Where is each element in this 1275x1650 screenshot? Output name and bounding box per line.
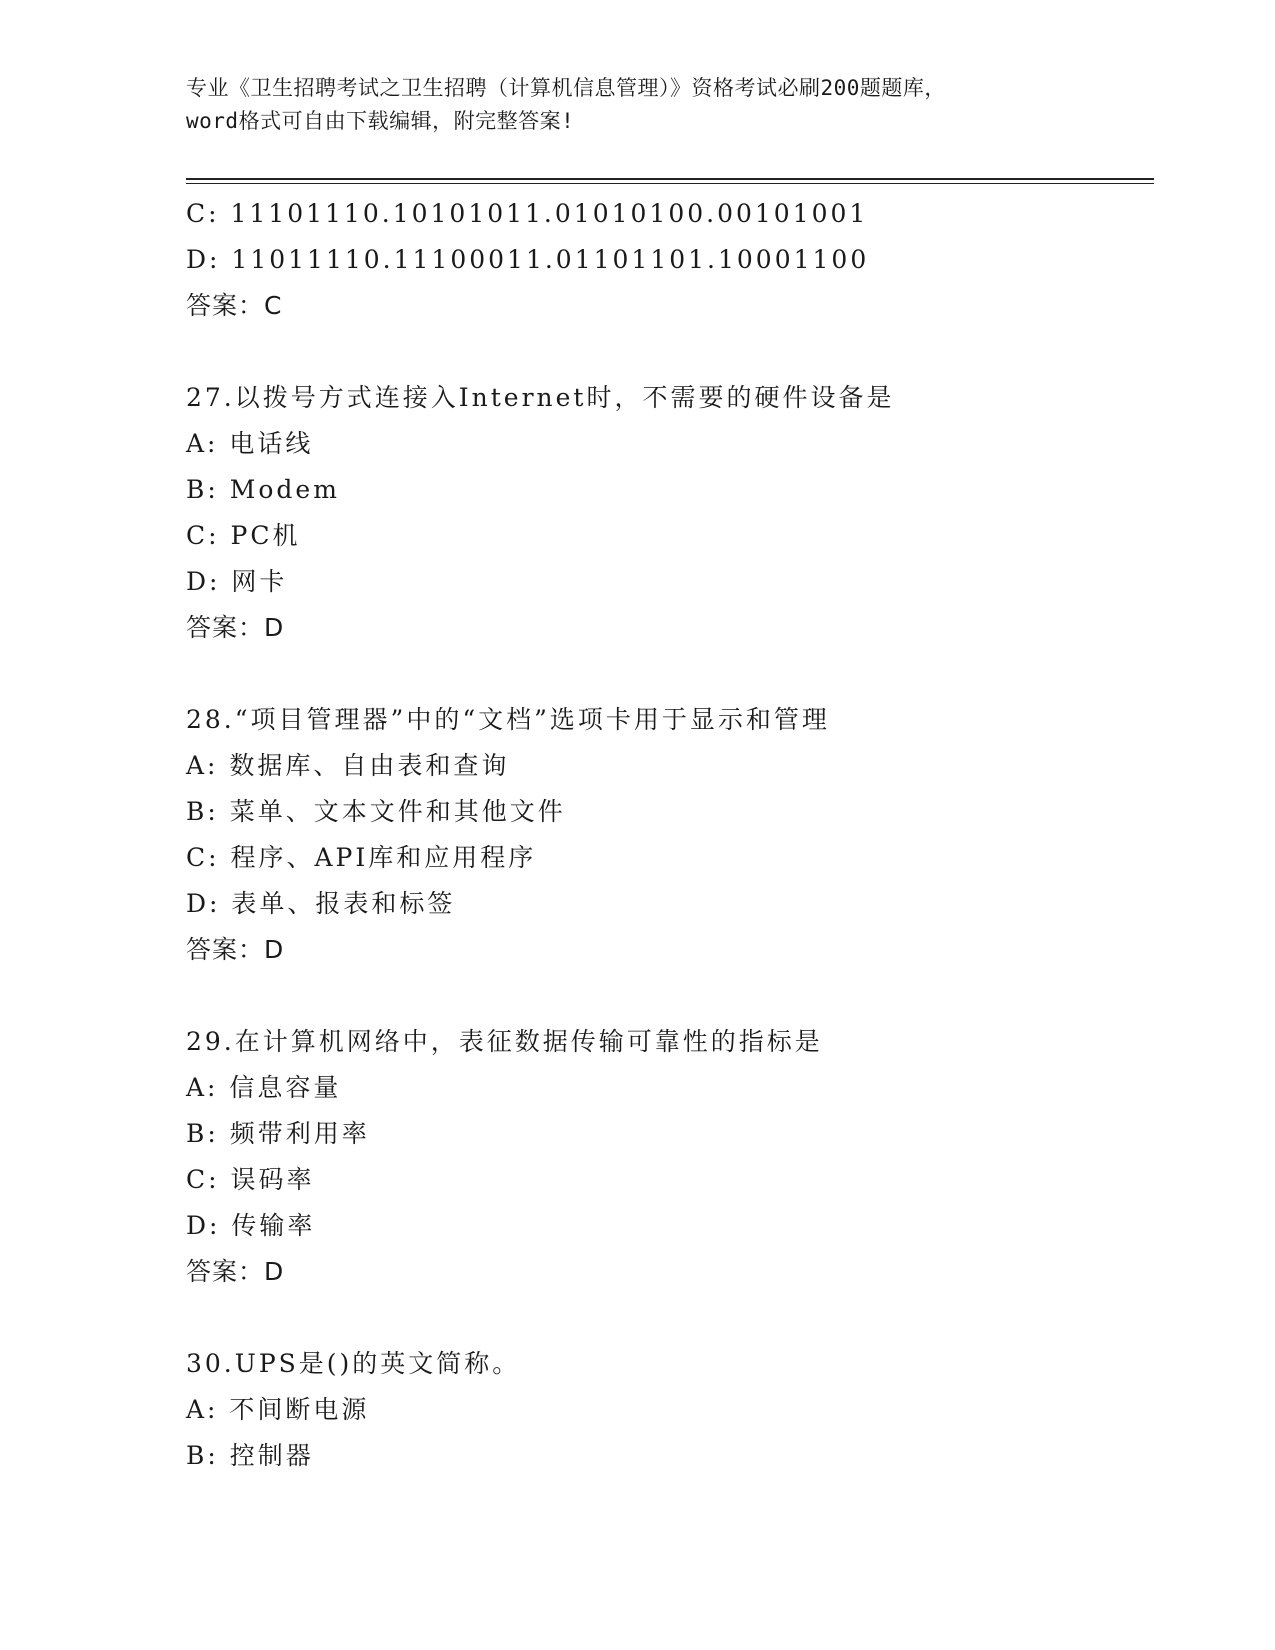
- option-c: C: 误码率: [186, 1165, 315, 1194]
- option-d: D: 11011110.11100011.01101101.10001100: [186, 245, 870, 274]
- option-b: B: 控制器: [186, 1441, 314, 1470]
- question-stem: 28.“项目管理器”中的“文档”选项卡用于显示和管理: [186, 705, 830, 734]
- answer: 答案：D: [186, 613, 285, 642]
- option-c: C: 程序、API库和应用程序: [186, 843, 537, 872]
- option-a: A: 数据库、自由表和查询: [186, 751, 510, 780]
- option-d: D: 传输率: [186, 1211, 316, 1240]
- answer: 答案：D: [186, 935, 285, 964]
- question-30: [186, 1341, 1154, 1479]
- answer: 答案：C: [186, 291, 283, 320]
- option-a: A: 电话线: [186, 429, 314, 458]
- document-header: [186, 72, 1106, 138]
- option-b: B: 频带利用率: [186, 1119, 370, 1148]
- option-a: A: 信息容量: [186, 1073, 342, 1102]
- option-c: C: 11101110.10101011.01010100.00101001: [186, 199, 869, 228]
- header-divider: [186, 178, 1154, 180]
- answer: 答案：D: [186, 1257, 285, 1286]
- question-stem: 30.UPS是()的英文简称。: [186, 1349, 521, 1378]
- option-b: B: 菜单、文本文件和其他文件: [186, 797, 566, 826]
- header-line-1: 专业《卫生招聘考试之卫生招聘（计算机信息管理）》资格考试必刷200题题库，: [186, 76, 946, 100]
- partial-question: [186, 191, 1154, 329]
- option-d: D: 网卡: [186, 567, 288, 596]
- header-line-2: word格式可自由下载编辑，附完整答案!: [186, 109, 575, 133]
- question-list: [186, 191, 1154, 1479]
- question-gap: [186, 1295, 1154, 1341]
- question-27: [186, 375, 1154, 651]
- question-stem: 29.在计算机网络中，表征数据传输可靠性的指标是: [186, 1027, 823, 1056]
- option-a: A: 不间断电源: [186, 1395, 370, 1424]
- question-stem: 27.以拨号方式连接入Internet时，不需要的硬件设备是: [186, 383, 895, 412]
- option-d: D: 表单、报表和标签: [186, 889, 456, 918]
- question-gap: [186, 973, 1154, 1019]
- question-gap: [186, 329, 1154, 375]
- question-28: [186, 697, 1154, 973]
- option-b: B: Modem: [186, 475, 340, 504]
- question-29: [186, 1019, 1154, 1295]
- header-divider-thin: [186, 183, 1154, 184]
- question-gap: [186, 651, 1154, 697]
- option-c: C: PC机: [186, 521, 301, 550]
